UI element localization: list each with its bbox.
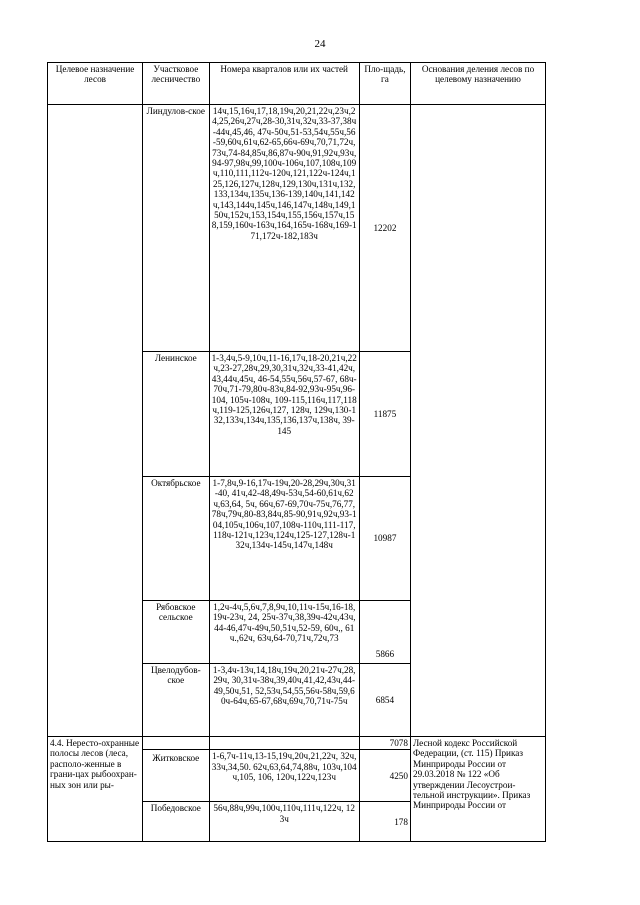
area-cell: 10987 xyxy=(359,477,410,601)
area-cell: 178 xyxy=(359,802,410,842)
header-district: Участковое лесничество xyxy=(143,63,209,105)
area-cell: 4250 xyxy=(359,750,410,802)
district-cell: Линдулов-ское xyxy=(143,105,209,352)
quarters-cell: 14ч,15,16ч,17,18,19ч,20,21,22ч,23ч,24,25,26ч,27ч,28-30,31ч,32ч,33-37,38ч-44ч,45,46, 47ч-50ч,51-53,54ч,55ч,56-59,60ч,61ч,62-65,66ч-69ч,70,71,72ч,73ч,74-84,85ч,86,87ч-90ч,91,92ч,93ч,94-97,98ч,99,100ч-106ч,107,108ч,109ч,110,111,112ч-120ч,121,122ч-124ч,125,126,127ч,128ч,129,130ч,131ч,132,133,134ч,135ч,136-139,140ч,141,142ч,143,144ч,145ч,146,147ч,148ч,149,150ч,152ч,153,154ч,155,156ч,157ч,158,159,160ч-163ч,164,165ч-168ч,169-171,172ч-182,183ч xyxy=(209,105,359,352)
header-area: Пло-щадь, га xyxy=(359,63,410,105)
quarters-cell: 1-7,8ч,9-16,17ч-19ч,20-28,29ч,30ч,31-40, 41ч,42-48,49ч-53ч,54-60,61ч,62ч,63,64, 5ч, 66ч,67-69,70ч-75ч,76,77,78ч,79ч,80-83,84ч,85-90,91ч,92ч,93-104,105ч,106ч,107,108ч-110ч,111-117,118ч-121ч,123ч,124ч,125-127,128ч-132ч,134ч-145ч,147ч,148ч xyxy=(209,477,359,601)
district-cell: Рябовское сельское xyxy=(143,601,209,664)
section-quarters-empty xyxy=(209,737,359,750)
section-basis-cell: Лесной кодекс Российской Федерации, (ст. 115) Приказ Минприроды России от 29.03.2018 № 122 «Об утверждении Лесоустрои-тельной инструкции». Приказ Минприроды России от xyxy=(410,737,545,842)
district-cell: Ленинское xyxy=(143,352,209,477)
forest-purpose-table xyxy=(47,62,546,842)
section-district-empty xyxy=(143,737,209,750)
header-purpose: Целевое назначение лесов xyxy=(48,63,143,105)
area-cell: 12202 xyxy=(359,105,410,352)
district-cell: Октябрьское xyxy=(143,477,209,601)
section-row xyxy=(48,737,546,750)
quarters-cell: 56ч,88ч,99ч,100ч,110ч,111ч,122ч, 123ч xyxy=(209,802,359,842)
quarters-cell: 1,2ч-4ч,5,6ч,7,8,9ч,10,11ч-15ч,16-18,19ч-23ч, 24, 25ч-37ч,38,39ч-42ч,43ч,44-46,47ч-49ч,50,51ч,52-59, 60ч,, 61ч.,62ч, 63ч,64-70,71ч,72ч,73 xyxy=(209,601,359,664)
district-cell: Победовское xyxy=(143,802,209,842)
table-row xyxy=(48,105,546,352)
district-cell: Цвелодубов-ское xyxy=(143,664,209,737)
page-number: 24 xyxy=(314,38,326,50)
area-cell: 11875 xyxy=(359,352,410,477)
quarters-cell: 1-3,4ч-13ч,14,18ч,19ч,20,21ч-27ч,28, 29ч, 30,31ч-38ч,39,40ч,41,42,43ч,44-49,50ч,51, 52,53ч,54,55,56ч-58ч,59,60ч-64ч,65-67,68ч,69ч,70,71ч-75ч xyxy=(209,664,359,737)
area-cell: 6854 xyxy=(359,664,410,737)
purpose-cell-empty xyxy=(48,105,143,737)
header-basis: Основания деления лесов по целевому назначению xyxy=(410,63,545,105)
basis-cell-empty xyxy=(410,105,545,737)
quarters-cell: 1-3,4ч,5-9,10ч,11-16,17ч,18-20,21ч,22ч,23-27,28ч,29,30,31ч,32ч,33-41,42ч,43,44ч,45ч, 46-54,55ч,56ч,57-67, 68ч-70ч,71-79,80ч-83ч,84-92,93ч-95ч,96-104, 105ч-108ч, 109-115,116ч,117,118ч,119-125,126ч,127, 128ч, 129ч,130-132,133ч,134ч,135,136,137ч,138ч, 39-145 xyxy=(209,352,359,477)
header-quarters: Номера кварталов или их частей xyxy=(209,63,359,105)
section-total-area: 7078 xyxy=(359,737,410,750)
table-header-row xyxy=(48,63,546,105)
section-purpose-cell: 4.4. Нересто-охранные полосы лесов (леса, располо-женные в грани-цах рыбоохран-ных зон или ры- xyxy=(48,737,143,842)
area-cell: 5866 xyxy=(359,601,410,664)
district-cell: Житковское xyxy=(143,750,209,802)
quarters-cell: 1-6,7ч-11ч,13-15,19ч,20ч,21,22ч, 32ч,33ч,34,50. 62ч,63,64,74,88ч, 103ч,104ч,105, 106, 120ч,122ч,123ч xyxy=(209,750,359,802)
